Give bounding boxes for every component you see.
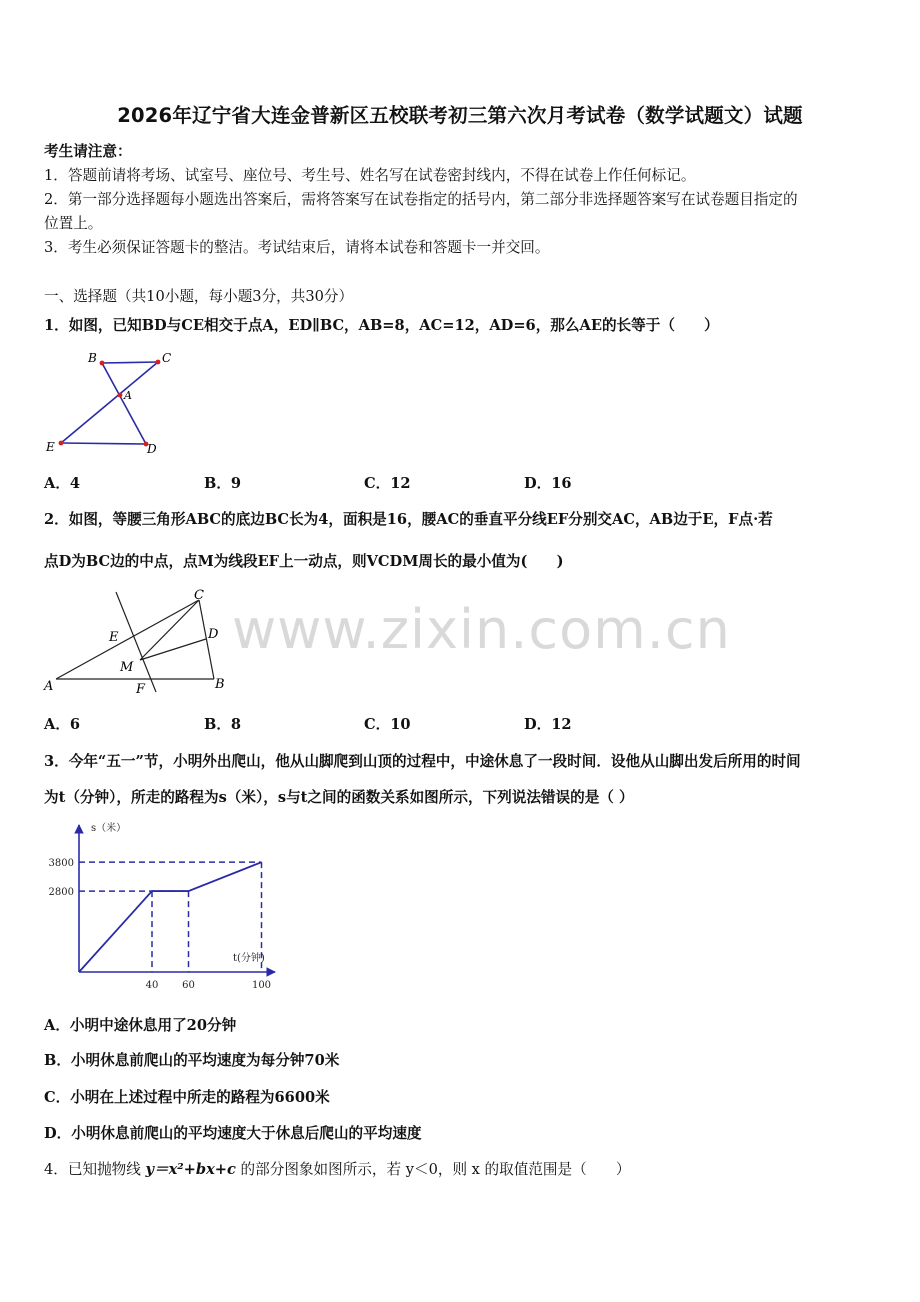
segment-bc bbox=[102, 362, 158, 363]
notice-heading: 考生请注意： bbox=[44, 143, 132, 160]
segment-ce bbox=[61, 362, 158, 443]
q2-option-d: D．12 bbox=[524, 716, 572, 733]
x-tick-label-2: 60 bbox=[182, 980, 195, 991]
label-d: D bbox=[147, 442, 157, 456]
watermark: www.zixin.com.cn bbox=[232, 598, 731, 661]
point-b bbox=[100, 361, 105, 366]
label-d: D bbox=[208, 627, 219, 642]
notice-item-1: 1．答题前请将考场、试室号、座位号、考生号、姓名写在试卷密封线内，不得在试卷上作任何标记。 bbox=[44, 167, 696, 184]
label-a: A bbox=[124, 389, 132, 402]
label-b: B bbox=[88, 351, 97, 365]
point-c bbox=[156, 360, 161, 365]
label-a: A bbox=[44, 679, 54, 694]
y-axis-label: s（米） bbox=[91, 823, 127, 834]
question-4-text-before: 已知抛物线 bbox=[67, 1161, 146, 1178]
label-c: C bbox=[162, 351, 172, 365]
q1-option-d: D．16 bbox=[524, 475, 572, 492]
question-2-stem-line-1: 2．如图，等腰三角形ABC的底边BC长为4，面积是16，腰AC的垂直平分线EF分别交AC，AB边于E，F点·若 bbox=[44, 511, 773, 528]
q3-option-a: A．小明中途休息用了20分钟 bbox=[44, 1017, 237, 1034]
label-f: F bbox=[136, 682, 146, 697]
question-3-stem-line-1: 3．今年“五一”节，小明外出爬山，他从山脚爬到山顶的过程中，中途休息了一段时间．设他从山脚出发后所用的时间 bbox=[44, 753, 801, 770]
segment-ed bbox=[61, 443, 146, 444]
q3-option-b: B．小明休息前爬山的平均速度为每分钟70米 bbox=[44, 1052, 340, 1069]
q1-option-b: B．9 bbox=[204, 475, 242, 492]
point-e bbox=[59, 441, 64, 446]
label-b: B bbox=[215, 677, 225, 692]
q3-option-c: C．小明在上述过程中所走的路程为6600米 bbox=[44, 1089, 330, 1106]
page-title: 2026年辽宁省大连金普新区五校联考初三第六次月考试卷（数学试题文）试题 bbox=[117, 104, 803, 127]
point-a bbox=[118, 393, 123, 398]
q2-option-c: C．10 bbox=[364, 716, 411, 733]
label-e: E bbox=[46, 440, 55, 454]
section-heading: 一、选择题（共10小题，每小题3分，共30分） bbox=[44, 288, 354, 305]
question-3-stem-line-2: 为t（分钟），所走的路程为s（米），s与t之间的函数关系如图所示，下列说法错误的是（ ） bbox=[44, 789, 634, 806]
label-c: C bbox=[194, 588, 204, 603]
q2-option-a: A．6 bbox=[44, 716, 81, 733]
question-4-stem bbox=[44, 1158, 631, 1179]
q3-option-d: D．小明休息前爬山的平均速度大于休息后爬山的平均速度 bbox=[44, 1125, 422, 1142]
question-4-text-after: 的部分图象如图所示，若 y＜0，则 x 的取值范围是（ ） bbox=[235, 1161, 631, 1178]
question-1-stem: 1．如图，已知BD与CE相交于点A，ED∥BC，AB=8，AC=12，AD=6，那么AE的长等于（ ） bbox=[44, 317, 719, 334]
question-4-formula: y＝x²+bx+c bbox=[145, 1161, 236, 1178]
label-e: E bbox=[109, 630, 119, 645]
notice-item-2: 2．第一部分选择题每小题选出答案后，需将答案写在试卷指定的括号内，第二部分非选择题答案写在试卷题目指定的 bbox=[44, 191, 798, 208]
q1-option-c: C．12 bbox=[364, 475, 411, 492]
x-tick-label-3: 100 bbox=[251, 980, 272, 991]
notice-item-2-cont: 位置上。 bbox=[44, 215, 103, 232]
y-tick-label-1: 3800 bbox=[48, 858, 74, 870]
y-tick-label-2: 2800 bbox=[48, 887, 74, 899]
notice-item-3: 3．考生必须保证答题卡的整洁。考试结束后，请将本试卷和答题卡一并交回。 bbox=[44, 239, 550, 256]
x-axis-label: t(分钟) bbox=[233, 953, 265, 964]
question-3-chart bbox=[40, 815, 285, 1000]
label-m: M bbox=[120, 660, 134, 675]
x-tick-label-1: 40 bbox=[145, 980, 159, 991]
q2-option-b: B．8 bbox=[204, 716, 242, 733]
question-2-stem-line-2: 点D为BC边的中点，点M为线段EF上一动点，则VCDM周长的最小值为( ) bbox=[44, 553, 564, 570]
q1-option-a: A．4 bbox=[44, 475, 81, 492]
question-1-figure bbox=[40, 345, 180, 460]
question-4-number: 4． bbox=[44, 1161, 68, 1178]
question-2-figure bbox=[36, 582, 236, 697]
